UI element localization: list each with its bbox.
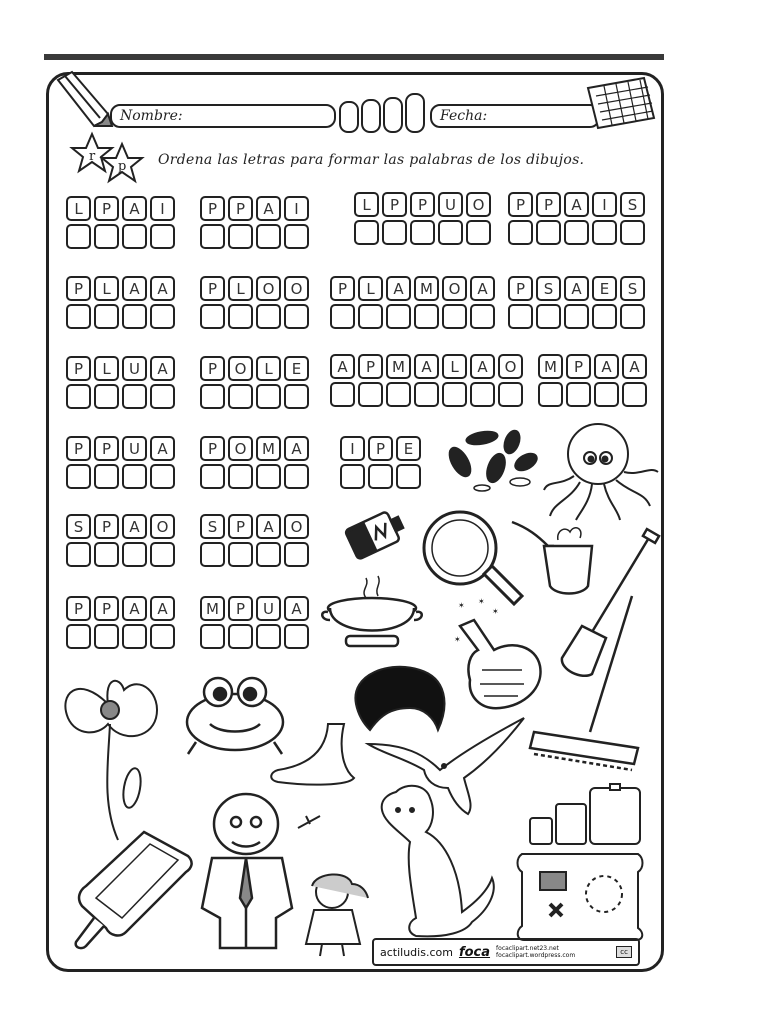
letter-tile: O (150, 514, 175, 539)
answer-box[interactable] (94, 542, 119, 567)
top-rule (44, 54, 664, 60)
letter-tile: P (566, 354, 591, 379)
letter-tile: P (410, 192, 435, 217)
svg-text:✶: ✶ (492, 607, 499, 616)
letter-tile: P (66, 276, 91, 301)
scrambled-letters-row (66, 196, 175, 221)
answer-boxes-row (508, 220, 645, 245)
answer-box[interactable] (414, 304, 439, 329)
letter-tile: A (594, 354, 619, 379)
letter-tile: P (66, 436, 91, 461)
letter-tile: S (200, 514, 225, 539)
footer-brand: foca (458, 944, 491, 960)
letter-tile: P (508, 276, 533, 301)
answer-boxes-row (200, 542, 309, 567)
svg-text:✶: ✶ (458, 601, 465, 610)
answer-box[interactable] (94, 224, 119, 249)
scrambled-letters-row (66, 276, 175, 301)
poppy-flower-illustration (58, 664, 168, 844)
answer-box[interactable] (382, 220, 407, 245)
answer-box[interactable] (200, 464, 225, 489)
weights-illustration (526, 784, 646, 850)
answer-box[interactable] (470, 382, 495, 407)
letter-tile: O (228, 436, 253, 461)
answer-box[interactable] (620, 220, 645, 245)
letter-tile: I (592, 192, 617, 217)
answer-box[interactable] (256, 464, 281, 489)
letter-tile: A (150, 276, 175, 301)
word-puzzle (538, 354, 647, 407)
octopus-illustration (540, 420, 660, 524)
answer-box[interactable] (594, 382, 619, 407)
scrambled-letters-row (200, 514, 309, 539)
word-puzzle (66, 196, 175, 249)
letter-tile: S (536, 276, 561, 301)
answer-box[interactable] (228, 384, 253, 409)
scrambled-letters-row (200, 356, 309, 381)
answer-box[interactable] (508, 220, 533, 245)
seeds-illustration (444, 428, 544, 494)
letter-tile: P (228, 196, 253, 221)
scrambled-letters-row (66, 436, 175, 461)
badge-letter-r: r (89, 149, 96, 164)
letter-tile: M (414, 276, 439, 301)
answer-boxes-row (538, 382, 647, 407)
answer-box[interactable] (284, 304, 309, 329)
answer-boxes-row (66, 624, 175, 649)
letter-tile: P (66, 356, 91, 381)
letter-tile: P (66, 596, 91, 621)
scrambled-letters-row (66, 514, 175, 539)
letter-tile: I (284, 196, 309, 221)
letter-tile: M (386, 354, 411, 379)
answer-box[interactable] (200, 542, 225, 567)
answer-box[interactable] (66, 542, 91, 567)
word-puzzle (200, 436, 309, 489)
answer-box[interactable] (592, 304, 617, 329)
letter-tile: P (358, 354, 383, 379)
footer-credits (372, 938, 640, 966)
letter-tile: A (256, 196, 281, 221)
letter-tile: L (442, 354, 467, 379)
answer-box[interactable] (94, 304, 119, 329)
answer-box[interactable] (442, 382, 467, 407)
answer-boxes-row (66, 384, 175, 409)
answer-box[interactable] (150, 304, 175, 329)
answer-box[interactable] (622, 382, 647, 407)
letter-tile: A (330, 354, 355, 379)
badge-letter-p: p (118, 159, 127, 174)
answer-box[interactable] (470, 304, 495, 329)
scrambled-letters-row (340, 436, 421, 461)
letter-tile: U (438, 192, 463, 217)
popsicle-illustration (70, 822, 198, 952)
answer-box[interactable] (358, 382, 383, 407)
answer-box[interactable] (354, 220, 379, 245)
letter-tile: A (564, 276, 589, 301)
scrambled-letters-row (330, 354, 523, 379)
scrambled-letters-row (330, 276, 495, 301)
answer-box[interactable] (256, 304, 281, 329)
letter-tile: S (620, 276, 645, 301)
answer-box[interactable] (94, 384, 119, 409)
answer-box[interactable] (592, 220, 617, 245)
letter-tile: L (94, 276, 119, 301)
figures-icon (338, 92, 428, 136)
answer-boxes-row (66, 464, 175, 489)
letter-tile: A (122, 596, 147, 621)
scrambled-letters-row (354, 192, 491, 217)
word-puzzle (200, 596, 309, 649)
answer-boxes-row (66, 224, 175, 249)
answer-boxes-row (200, 384, 309, 409)
letter-tile: P (330, 276, 355, 301)
answer-box[interactable] (122, 542, 147, 567)
letter-tile: P (200, 276, 225, 301)
date-field[interactable] (430, 104, 600, 128)
answer-box[interactable] (466, 220, 491, 245)
word-puzzle (508, 276, 645, 329)
answer-box[interactable] (200, 624, 225, 649)
letter-tile: I (340, 436, 365, 461)
answer-box[interactable] (410, 220, 435, 245)
letter-tile: U (122, 356, 147, 381)
answer-box[interactable] (536, 220, 561, 245)
letter-tile: I (150, 196, 175, 221)
star-badge-icon (70, 130, 148, 186)
answer-box[interactable] (330, 304, 355, 329)
answer-box[interactable] (256, 542, 281, 567)
answer-box[interactable] (228, 624, 253, 649)
answer-box[interactable] (66, 464, 91, 489)
name-label: Nombre: (120, 108, 183, 124)
letter-tile: P (200, 436, 225, 461)
letter-tile: A (122, 276, 147, 301)
answer-box[interactable] (438, 220, 463, 245)
calendar-icon (582, 74, 660, 130)
answer-box[interactable] (538, 382, 563, 407)
footer-links (496, 945, 575, 959)
answer-box[interactable] (94, 464, 119, 489)
answer-box[interactable] (150, 624, 175, 649)
answer-boxes-row (354, 220, 491, 245)
letter-tile: O (466, 192, 491, 217)
name-field[interactable] (110, 104, 336, 128)
letter-tile: A (284, 436, 309, 461)
word-puzzle (508, 192, 645, 245)
scrambled-letters-row (538, 354, 647, 379)
answer-box[interactable] (284, 224, 309, 249)
letter-tile: O (498, 354, 523, 379)
answer-box[interactable] (150, 384, 175, 409)
grandpa-illustration (192, 788, 302, 954)
letter-tile: A (122, 196, 147, 221)
letter-tile: P (508, 192, 533, 217)
answer-box[interactable] (564, 220, 589, 245)
letter-tile: A (386, 276, 411, 301)
letter-tile: A (284, 596, 309, 621)
letter-tile: A (150, 356, 175, 381)
answer-boxes-row (340, 464, 421, 489)
word-puzzle (66, 276, 175, 329)
svg-text:✶: ✶ (454, 635, 461, 644)
letter-tile: U (122, 436, 147, 461)
answer-box[interactable] (228, 542, 253, 567)
soup-pot-illustration (320, 572, 424, 658)
date-label: Fecha: (440, 108, 488, 124)
answer-box[interactable] (498, 382, 523, 407)
answer-box[interactable] (564, 304, 589, 329)
answer-boxes-row (66, 304, 175, 329)
word-puzzle (330, 354, 523, 407)
letter-tile: L (256, 356, 281, 381)
letter-tile: A (122, 514, 147, 539)
answer-boxes-row (200, 224, 309, 249)
letter-tile: O (284, 276, 309, 301)
letter-tile: P (228, 596, 253, 621)
letter-tile: L (228, 276, 253, 301)
answer-box[interactable] (228, 464, 253, 489)
answer-box[interactable] (284, 542, 309, 567)
answer-box[interactable] (66, 624, 91, 649)
answer-box[interactable] (122, 384, 147, 409)
scrambled-letters-row (200, 196, 309, 221)
word-puzzle (200, 356, 309, 409)
letter-tile: L (66, 196, 91, 221)
mop-illustration (528, 592, 642, 776)
answer-box[interactable] (566, 382, 591, 407)
letter-tile: M (200, 596, 225, 621)
scrambled-letters-row (200, 596, 309, 621)
answer-box[interactable] (200, 224, 225, 249)
word-puzzle (340, 436, 421, 489)
letter-tile: E (284, 356, 309, 381)
footer-link-1[interactable]: focaclipart.net23.net (496, 945, 559, 952)
answer-box[interactable] (284, 384, 309, 409)
word-puzzle (354, 192, 491, 245)
answer-box[interactable] (228, 224, 253, 249)
letter-tile: P (536, 192, 561, 217)
answer-boxes-row (200, 464, 309, 489)
letter-tile: P (94, 436, 119, 461)
answer-box[interactable] (536, 304, 561, 329)
letter-tile: A (256, 514, 281, 539)
letter-tile: A (470, 276, 495, 301)
answer-box[interactable] (122, 224, 147, 249)
scrambled-letters-row (66, 356, 175, 381)
letter-tile: P (94, 196, 119, 221)
letter-tile: P (228, 514, 253, 539)
footer-link-2[interactable]: focaclipart.wordpress.com (496, 952, 576, 959)
scrambled-letters-row (200, 276, 309, 301)
letter-tile: O (228, 356, 253, 381)
letter-tile: P (200, 196, 225, 221)
foot-illustration (268, 720, 364, 790)
answer-box[interactable] (150, 224, 175, 249)
letter-tile: L (94, 356, 119, 381)
letter-tile: M (256, 436, 281, 461)
letter-tile: A (150, 436, 175, 461)
girl-illustration (296, 870, 378, 958)
letter-tile: P (94, 514, 119, 539)
letter-tile: E (592, 276, 617, 301)
answer-box[interactable] (66, 304, 91, 329)
letter-tile: A (622, 354, 647, 379)
treasure-map-illustration (514, 848, 646, 942)
word-puzzle (66, 356, 175, 409)
puma-illustration (376, 782, 506, 942)
letter-tile: M (538, 354, 563, 379)
answer-boxes-row (330, 304, 495, 329)
scrambled-letters-row (66, 596, 175, 621)
word-puzzle (66, 436, 175, 489)
answer-boxes-row (200, 624, 309, 649)
answer-box[interactable] (122, 624, 147, 649)
scrambled-letters-row (508, 192, 645, 217)
answer-box[interactable] (508, 304, 533, 329)
license-badge: cc (616, 946, 632, 958)
footer-site[interactable]: actiludis.com (380, 945, 453, 959)
answer-box[interactable] (122, 304, 147, 329)
answer-box[interactable] (94, 624, 119, 649)
letter-tile: A (470, 354, 495, 379)
letter-tile: O (442, 276, 467, 301)
letter-tile: P (94, 596, 119, 621)
answer-box[interactable] (386, 304, 411, 329)
letter-tile: O (284, 514, 309, 539)
answer-box[interactable] (150, 542, 175, 567)
answer-box[interactable] (442, 304, 467, 329)
letter-tile: A (414, 354, 439, 379)
letter-tile: P (200, 356, 225, 381)
answer-box[interactable] (200, 304, 225, 329)
letter-tile: P (382, 192, 407, 217)
battery-illustration (340, 500, 412, 572)
letter-tile: U (256, 596, 281, 621)
answer-boxes-row (200, 304, 309, 329)
scrambled-letters-row (200, 436, 309, 461)
answer-box[interactable] (386, 382, 411, 407)
letter-tile: L (358, 276, 383, 301)
letter-tile: S (620, 192, 645, 217)
answer-box[interactable] (414, 382, 439, 407)
answer-box[interactable] (66, 384, 91, 409)
answer-box[interactable] (358, 304, 383, 329)
instruction-text: Ordena las letras para formar las palabras de los dibujos. (158, 152, 585, 168)
word-puzzle (66, 596, 175, 649)
answer-box[interactable] (284, 464, 309, 489)
answer-box[interactable] (284, 624, 309, 649)
answer-box[interactable] (256, 224, 281, 249)
answer-box[interactable] (368, 464, 393, 489)
answer-box[interactable] (122, 464, 147, 489)
answer-box[interactable] (150, 464, 175, 489)
answer-boxes-row (508, 304, 645, 329)
word-puzzle (200, 514, 309, 567)
answer-box[interactable] (396, 464, 421, 489)
word-puzzle (200, 196, 309, 249)
answer-boxes-row (66, 542, 175, 567)
word-puzzle (200, 276, 309, 329)
answer-box[interactable] (256, 384, 281, 409)
letter-tile: A (150, 596, 175, 621)
letter-tile: P (368, 436, 393, 461)
letter-tile: A (564, 192, 589, 217)
answer-box[interactable] (66, 224, 91, 249)
letter-tile: S (66, 514, 91, 539)
word-puzzle (66, 514, 175, 567)
letter-tile: L (354, 192, 379, 217)
answer-boxes-row (330, 382, 523, 407)
answer-box[interactable] (620, 304, 645, 329)
answer-box[interactable] (200, 384, 225, 409)
answer-box[interactable] (340, 464, 365, 489)
svg-text:✶: ✶ (478, 597, 485, 606)
answer-box[interactable] (330, 382, 355, 407)
letter-tile: E (396, 436, 421, 461)
word-puzzle (330, 276, 495, 329)
scrambled-letters-row (508, 276, 645, 301)
answer-box[interactable] (228, 304, 253, 329)
letter-tile: O (256, 276, 281, 301)
answer-box[interactable] (256, 624, 281, 649)
